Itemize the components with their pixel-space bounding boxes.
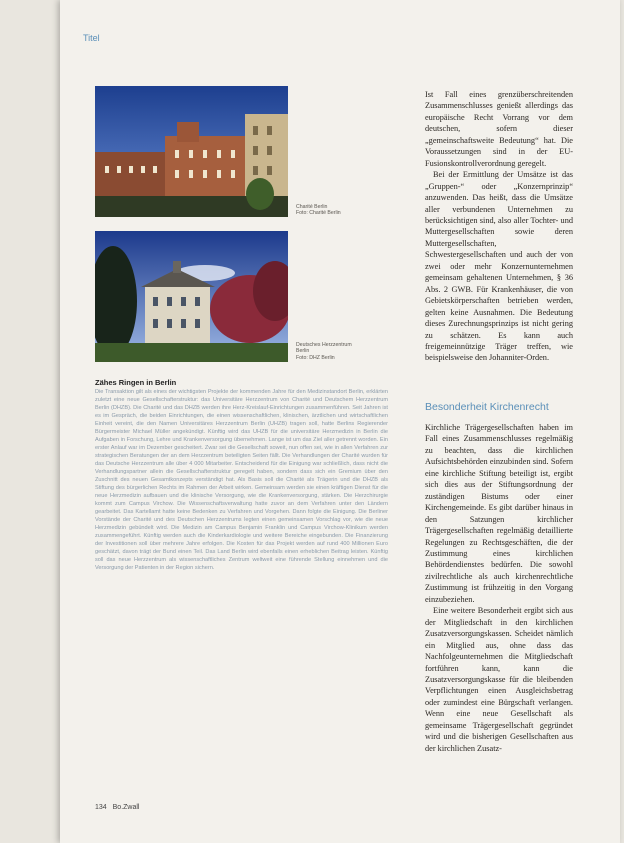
journal-name: Bo.Zwall	[112, 804, 140, 811]
right-column-bottom	[425, 422, 573, 800]
charite-photo-caption: Charité Berlin Foto: Charité Berlin	[296, 204, 341, 217]
box-body-text: Die Transaktion gilt als eines der wichtigsten Projekte der kommenden Jahre für den Medizinstandort Berlin, erklärten zuletzt eine neue Gesellschafterstruktur: das Universitäre Herzzentrum von Charité und Deutschem Herzzentrum Berlin (DHZB). Die Charité und das DHZB werden ihre Herz-Kreislauf-Einrichtungen zusammenführen. Seit Jahren ist es im Gespräch, die beiden Einrichtungen, die einen wissenschaftlichen, klinischen, ärztlichen und wirtschaftlichen Einheit vereint, die den Namen Universitäres Herzzentrum Berlin (UHZB) tragen soll, hatte Berlins Regierender Bürgermeister Michael Müller angekündigt. Künftig wird das UHZB für die universitäre Herzmedizin in Berlin die Aufgaben in Forschung, Lehre und Krankenversorgung übernehmen. Lange ist um das Ziel aller getrennt worden. Ein erster Anlauf war im Dezember gescheitert. Zwar sei die Gesellschaft soweit, nun offen sei, wie in allen Verfahren zur strategischen Beratungen der an dem Herzzentrum beteiligten Seiten fällt. Die Verhandlungen der Charité wurden für das Deutsche Herzzentrum alle über 4 000 Mitarbeiter. Entscheidend für die Einigung war schließlich, dass nicht die Verhandlungspartner allein die Gesellschafterstruktur geregelt haben, sondern dass sich ein Gremium über den Zuschnitt des neuen Gesamtkonzepts verständigt hat. Als Basis soll die Charité als Trägerin und die DHZB als Stiftung des bürgerlichen Rechts im Rahmen der Arbeit wirken. Gemeinsam werden sie einen kräftigen Dienst für die neue Herzmedizin aufbauen und die klinische Versorgung, wie die Krankenversorgung, stärken. Die Herzchirurgie kommt zum Campus Virchow. Die Wissenschaftsverwaltung hatte zuvor an dem Verfahren unter den Ländern gearbeitet. Das Kartellamt hatte keine Bedenken zu Verfahren und Vorgehen. Dann folgte die Einigung. Die Berliner Vorstände der Charité und des Deutschen Herzzentrums legten einen gemeinsamen Vorschlag vor, wie die neue Herzmedizin gebündelt wird. Die Medizin am Campus Benjamin Franklin und Campus Virchow-Klinikum werden zusammengeführt. Künftig werden auch die Kinderkardiologie und weitere Bereiche eingebunden. Die Finanzierung der Investitionen soll über mehrere Jahre erfolgen. Die Kosten für das Projekt werden auf rund 400 Millionen Euro geschätzt, davon trägt der Bund einen Teil. Das Land Berlin wird ebenfalls einen erheblichen Beitrag leisten. Künftig soll das neue Herzzentrum als wissenschaftliches Zentrum weltweit eine führende Stellung einnehmen und die Versorgung der Patienten in der Region sichern.	[95, 389, 388, 571]
paragraph: Kirchliche Trägergesellschaften haben im Fall eines Zusammenschlusses regelmäßig zu beachten, dass die kirchlichen Aufsichtsbehörden einzubinden sind. Sofern eine kirchliche Stiftung beteiligt ist, ergibt sich dies aus der Stiftungsordnung der zuständigen Bistums oder einer Kirchengemeinde. Es gibt darüber hinaus in den Satzungen kirchlicher Trägergesellschaften regelmäßig detaillierte Regelungen zu Rechtsgeschäften, die der Zustimmung eines kirchlichen Behördendienstes bedürfen. Die sowohl zivilrechtliche als auch kirchenrechtliche Zustimmung ist frühzeitig in den Vorgang einzubeziehen.	[425, 423, 573, 604]
section-heading: Besonderheit Kirchenrecht	[425, 401, 549, 413]
page-number: 134	[95, 804, 107, 811]
paragraph: Bei der Ermittlung der Umsätze ist das „Gruppen-“ oder „Konzernprinzip“ anzuwenden. Das heißt, dass die Umsätze aller verbundenen Unternehmen zu berücksichtigen sind, also aller Tochter- und Muttergesellschaften sowie deren Muttergesellschaften, Schwestergesellschaften und auch der von zwei oder mehr Konzernunternehmen gemeinsam gehaltenen Unternehmen, § 36 Abs. 2 GWB. Für Krankenhäuser, die von Gebietskörperschaften betrieben werden, gelten keine Ausnahmen. Die Bedeutung dieses Zurechnungsprinzips ist nicht gering zu schätzen. Es kann auch freigemeinnützige Träger treffen, wie beispielsweise den Johanniter-Orden.	[425, 170, 573, 363]
dhzb-photo	[95, 231, 288, 362]
paragraph: Eine weitere Besonderheit ergibt sich aus der Mitgliedschaft in den kirchlichen Zusatzversorgungskassen. Scheidet nämlich ein Mitglied aus, ohne dass das Nachfolgeunternehmen die Mitgliedschaft fortführen kann, kann die Zusatzversorgungskasse für die bleibenden Verpflichtungen einen Ausgleichsbetrag oder zumindest eine Bürgschaft verlangen. Wenn eine neue Gesellschaft als gemeinsame Trägergesellschaft gegründet wird und die bisherigen Gesellschaften aus der kirchlichen Zusatz-	[425, 606, 573, 753]
charite-photo	[95, 86, 288, 217]
box-title: Zähes Ringen in Berlin	[95, 378, 177, 387]
page-footer	[95, 804, 139, 811]
section-label: Titel	[83, 33, 100, 43]
paragraph: Ist Fall eines grenzüberschreitenden Zusammenschlusses genießt allerdings das europäische Recht Vorrang vor dem deutschen, sofern dieser „gemeinschaftsweite Bedeutung“ hat. Die Voraussetzungen sind in der EU-Fusionskontrollverordnung geregelt.	[425, 90, 573, 168]
right-column-top	[425, 89, 573, 387]
dhzb-photo-caption: Deutsches Herzzentrum Berlin Foto: DHZ Berlin	[296, 342, 352, 361]
